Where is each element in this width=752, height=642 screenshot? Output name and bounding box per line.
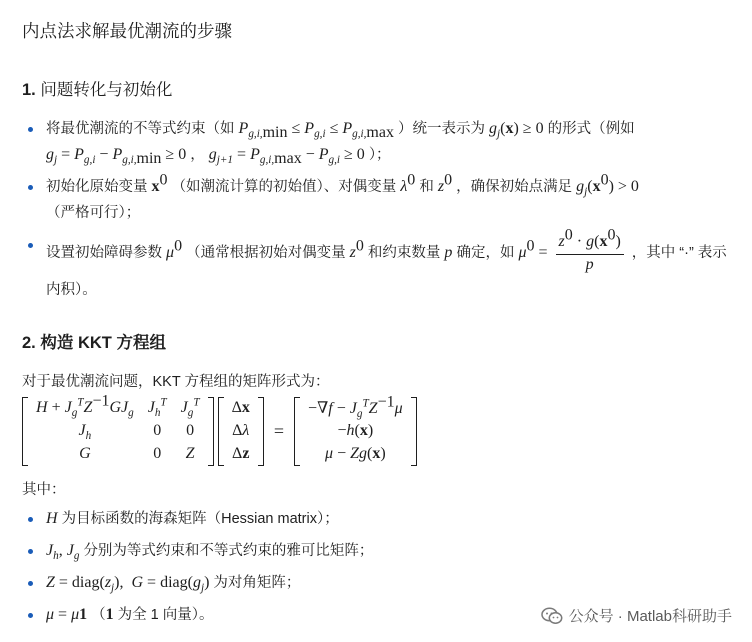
formula-z0-b: $z^0$: [349, 237, 364, 262]
section1-heading-number: 1.: [22, 81, 36, 99]
section2-heading: [22, 329, 166, 353]
where-label: 其中：: [22, 482, 66, 498]
text-segment: ，: [190, 147, 205, 163]
list-item: [22, 538, 734, 564]
watermark-text: 公众号 · Matlab科研助手: [568, 608, 732, 625]
text-segment: 设置初始障碍参数: [46, 245, 162, 262]
formula-mu-ones: μ = μ1: [46, 606, 88, 623]
formula-x0: $x^0$: [151, 171, 168, 195]
text-segment: 为目标函数的海森矩阵（Hessian matrix）；: [61, 511, 339, 527]
wechat-icon: [541, 607, 563, 625]
list-item: [22, 570, 734, 596]
text-segment: ，其中 “·” 表示内积）。: [46, 245, 727, 298]
kkt-intro: 对于最优潮流问题，KKT 方程组的矩阵形式为：: [22, 374, 330, 390]
text-segment: 和约束数量: [367, 245, 441, 262]
formula-gj: $g_j = P_{g,i} - P_{g,i,min} \ge 0$: [46, 146, 187, 168]
text-segment: 和: [419, 179, 434, 195]
text-segment: ）；: [368, 147, 391, 163]
formula-mu0: $\mu^0$: [166, 237, 183, 262]
formula-H: H: [46, 510, 58, 527]
formula-constraint-range: $P_{g,i,min} \le P_{g,i} \le P_{g,i,max}$: [238, 120, 394, 142]
formula-p: p: [444, 244, 453, 262]
text-segment: （: [91, 607, 106, 623]
formula-lambda0: $\lambda^0$: [400, 171, 416, 195]
text-segment: 确定，如: [456, 245, 515, 262]
formula-g-nonneg: $g_j(x) \ge 0$: [489, 120, 544, 141]
text-segment: （如潮流计算的初始值）、对偶变量: [171, 179, 397, 195]
section1-heading: [22, 76, 172, 100]
text-segment: 初始化原始变量: [46, 179, 148, 195]
section1-list: [22, 116, 734, 311]
formula-feasible: $g_j(x^0) > 0$: [576, 171, 639, 199]
text-segment: （通常根据初始对偶变量: [186, 245, 346, 262]
text-segment: （严格可行）；: [46, 205, 141, 221]
text-segment: 为对角矩阵；: [213, 575, 301, 591]
section1-heading-text: 问题转化与初始化: [40, 81, 173, 99]
formula-mu0-def: $\mu^0$ = $\frac{z^0 \cdot g(x^0)}{p}$: [518, 244, 631, 261]
formula-z0: $z^0$: [437, 171, 453, 195]
section2-heading-number: 2.: [22, 334, 36, 352]
formula-gj1: $g_{j+1} = P_{g,i,max} - P_{g,i} \ge 0$: [208, 146, 365, 168]
kkt-unknown-vector: Δx Δλ Δz: [218, 397, 264, 466]
list-item: [22, 171, 734, 226]
text-segment: ）统一表示为: [398, 121, 485, 137]
text-segment: 的形式（例如: [547, 121, 635, 137]
formula-jacobians: $J_h$, $J_g$: [46, 542, 80, 563]
equals-sign: =: [273, 420, 285, 441]
page-title: 内点法求解最优潮流的步骤: [22, 21, 232, 41]
formula-diag: $Z = diag(z_j)$, $G = diag(g_j)$: [46, 574, 210, 595]
watermark: [541, 605, 732, 626]
kkt-coefficient-matrix: $H + J_g^TZ^{-1}GJ_g$ $J_h^T$ $J_g^T$ $J_h$ 0 0 G 0 Z: [22, 397, 214, 466]
text-segment: 将最优潮流的不等式约束（如: [46, 121, 235, 137]
text-segment: 为全 1 向量）。: [117, 607, 214, 623]
kkt-matrix-equation: [22, 394, 417, 468]
text-segment: 分别为等式约束和不等式约束的雅可比矩阵；: [83, 543, 374, 559]
formula-ones: 1: [105, 606, 114, 623]
section2-heading-text: 构造 KKT 方程组: [40, 334, 166, 352]
text-segment: ，确保初始点满足: [456, 179, 573, 195]
list-item: [22, 226, 734, 305]
list-item: [22, 506, 734, 532]
kkt-rhs-vector: $-\nabla f - J_g^TZ^{-1}\mu$ −h(x) μ − Zg(x): [294, 397, 417, 466]
list-item: [22, 116, 734, 168]
